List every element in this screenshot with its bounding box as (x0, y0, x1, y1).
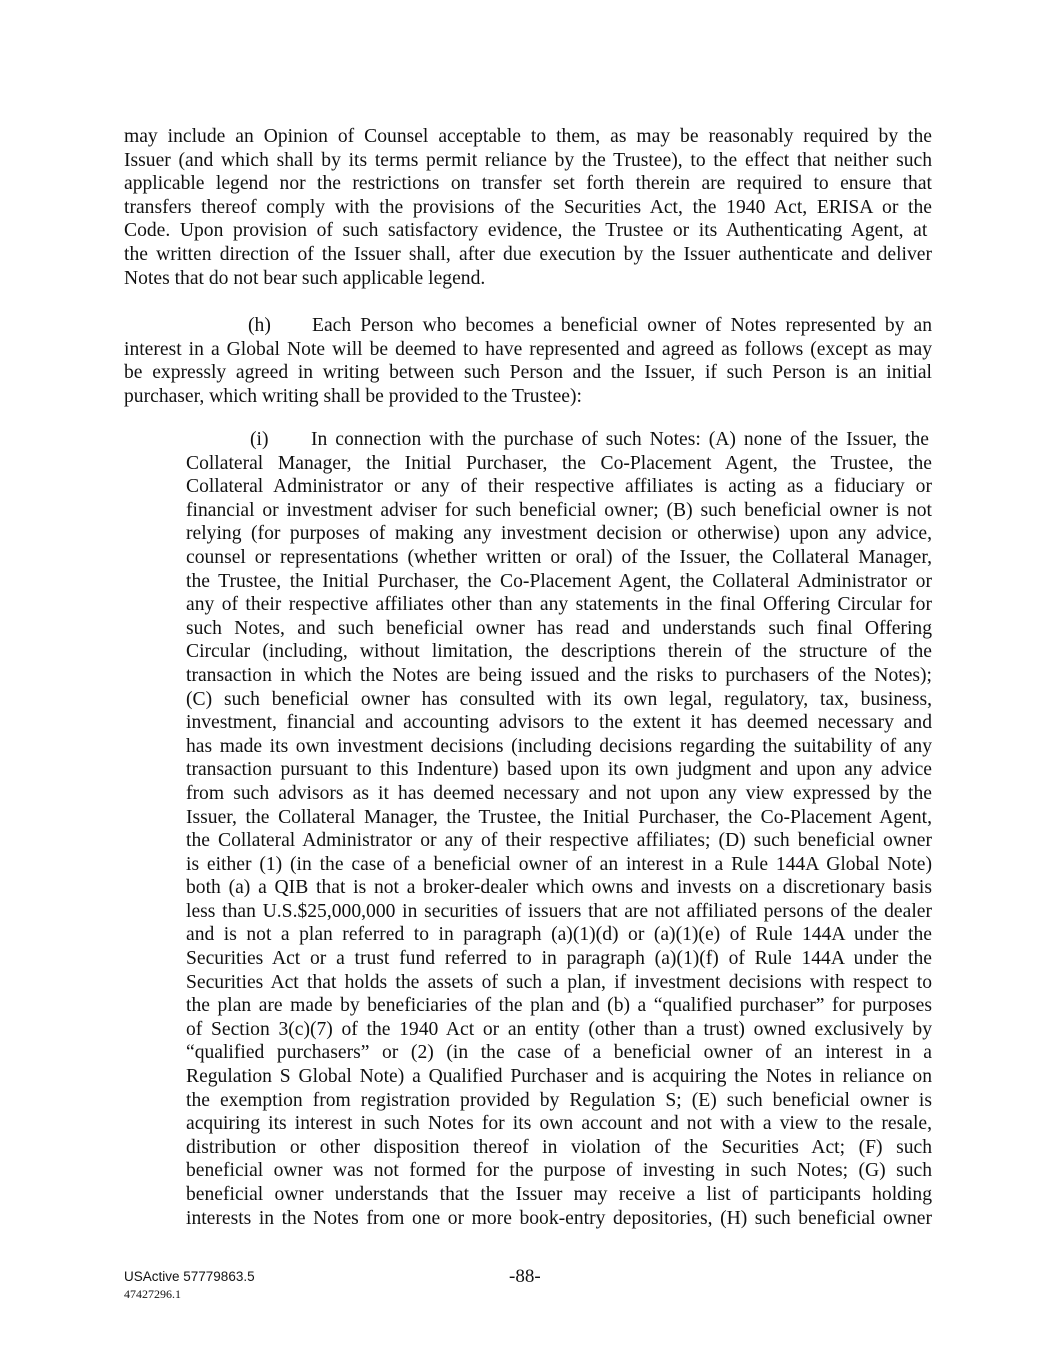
text-line: applicable legend nor the restrictions on transfer set forth therein are required to ensure that (124, 173, 932, 195)
text-line: the Collateral Administrator or any of their respective affiliates; (D) such beneficial owner (186, 830, 932, 852)
text-line: “qualified purchasers” or (2) (in the case of a beneficial owner of an interest in a (186, 1042, 932, 1064)
text-line: of Section 3(c)(7) of the 1940 Act or an entity (other than a trust) owned exclusively by (186, 1018, 932, 1040)
text-line: Securities Act or a trust fund referred to in paragraph (a)(1)(f) of Rule 144A under the (186, 948, 932, 970)
footer-document-id: USActive 57779863.5 (124, 1269, 255, 1284)
text-line: purchaser, which writing shall be provided to the Trustee): (124, 385, 582, 407)
text-line: Securities Act that holds the assets of such a plan, if investment decisions with respect to (186, 971, 932, 993)
text-line: Regulation S Global Note) a Qualified Purchaser and is acquiring the Notes in reliance on (186, 1066, 932, 1088)
text-line: transfers thereof comply with the provisions of the Securities Act, the 1940 Act, ERISA or the (124, 196, 932, 218)
text-line: from such advisors as it has deemed necessary and not upon any view expressed by the (186, 782, 932, 804)
text-line: Circular (including, without limitation, the descriptions therein of the structure of the (186, 641, 932, 663)
text-line: the Trustee, the Initial Purchaser, the Co-Placement Agent, the Collateral Administrator or (186, 570, 932, 592)
text-line-first (124, 314, 932, 338)
text-line: Notes that do not bear such applicable legend. (124, 267, 486, 289)
text-line: and is not a plan referred to in paragraph (a)(1)(d) or (a)(1)(e) of Rule 144A under the (186, 924, 932, 946)
text-line: be expressly agreed in writing between such Person and the Issuer, if such Person is an initial (124, 362, 932, 384)
paragraph-section-h (124, 314, 932, 408)
text-line: transaction in which the Notes are being issued and the risks to purchasers of the Notes); (186, 664, 932, 686)
section-marker: (h) (248, 315, 271, 336)
text-line: Collateral Administrator or any of their respective affiliates is acting as a fiduciary or (186, 476, 932, 498)
text-line: is either (1) (in the case of a beneficial owner of an interest in a Rule 144A Global Note) (186, 853, 932, 875)
text-line: counsel or representations (whether written or oral) of the Issuer, the Collateral Manager, (186, 546, 932, 568)
paragraph-section-h-i (186, 428, 932, 1230)
text-line: Issuer (and which shall by its terms permit reliance by the Trustee), to the effect that neither such (124, 149, 932, 171)
text-line: Collateral Manager, the Initial Purchaser, the Co-Placement Agent, the Trustee, the (186, 452, 932, 474)
text-line: beneficial owner was not formed for the purpose of investing in such Notes; (G) such (186, 1160, 932, 1182)
text-line: investment, financial and accounting advisors to the extent it has deemed necessary and (186, 712, 932, 734)
text-line: acquiring its interest in such Notes for its own account and not with a view to the resale, (186, 1113, 932, 1135)
text-line: interests in the Notes from one or more book-entry depositories, (H) such beneficial owner (186, 1207, 932, 1229)
text-line: both (a) a QIB that is not a broker-dealer which owns and invests on a discretionary basis (186, 877, 932, 899)
text-line: beneficial owner understands that the Issuer may receive a list of participants holding (186, 1184, 932, 1205)
text-line: financial or investment adviser for such beneficial owner; (B) such beneficial owner is not (186, 499, 932, 521)
text-line: relying (for purposes of making any investment decision or otherwise) upon any advice, (186, 523, 932, 545)
text-line-content: Each Person who becomes a beneficial owner of Notes represented by an (312, 315, 932, 336)
text-line: interest in a Global Note will be deemed to have represented and agreed as follows (except as may (124, 338, 932, 360)
text-line: Issuer, the Collateral Manager, the Trustee, the Initial Purchaser, the Co-Placement Agent, (186, 806, 932, 828)
text-line: the written direction of the Issuer shall, after due execution by the Issuer authenticate and deliver (124, 243, 932, 265)
text-line: the exemption from registration provided by Regulation S; (E) such beneficial owner is (186, 1089, 932, 1111)
text-line: the plan are made by beneficiaries of the plan and (b) a “qualified purchaser” for purposes (186, 995, 932, 1017)
text-line: has made its own investment decisions (including decisions regarding the suitability of any (186, 735, 932, 757)
footer-secondary-id: 47427296.1 (124, 1287, 181, 1301)
paragraph-continuation (124, 125, 932, 290)
text-line: such Notes, and such beneficial owner has read and understands such final Offering (186, 617, 932, 639)
text-line-first (186, 428, 932, 452)
text-line: less than U.S.$25,000,000 in securities of issuers that are not affiliated persons of the dealer (186, 900, 932, 922)
page-number: -88- (509, 1266, 541, 1287)
text-line: (C) such beneficial owner has consulted with its own legal, regulatory, tax, business, (186, 688, 932, 710)
text-line: distribution or other disposition thereof in violation of the Securities Act; (F) such (186, 1136, 932, 1158)
text-line: Code. Upon provision of such satisfactory evidence, the Trustee or its Authenticating Agent, at (124, 220, 928, 242)
text-line: transaction pursuant to this Indenture) based upon its own judgment and upon any advice (186, 759, 932, 781)
text-line-content: In connection with the purchase of such Notes: (A) none of the Issuer, the (311, 429, 929, 450)
text-line: any of their respective affiliates other than any statements in the final Offering Circular for (186, 594, 932, 616)
text-line: may include an Opinion of Counsel acceptable to them, as may be reasonably required by the (124, 126, 932, 147)
section-marker: (i) (250, 429, 269, 450)
